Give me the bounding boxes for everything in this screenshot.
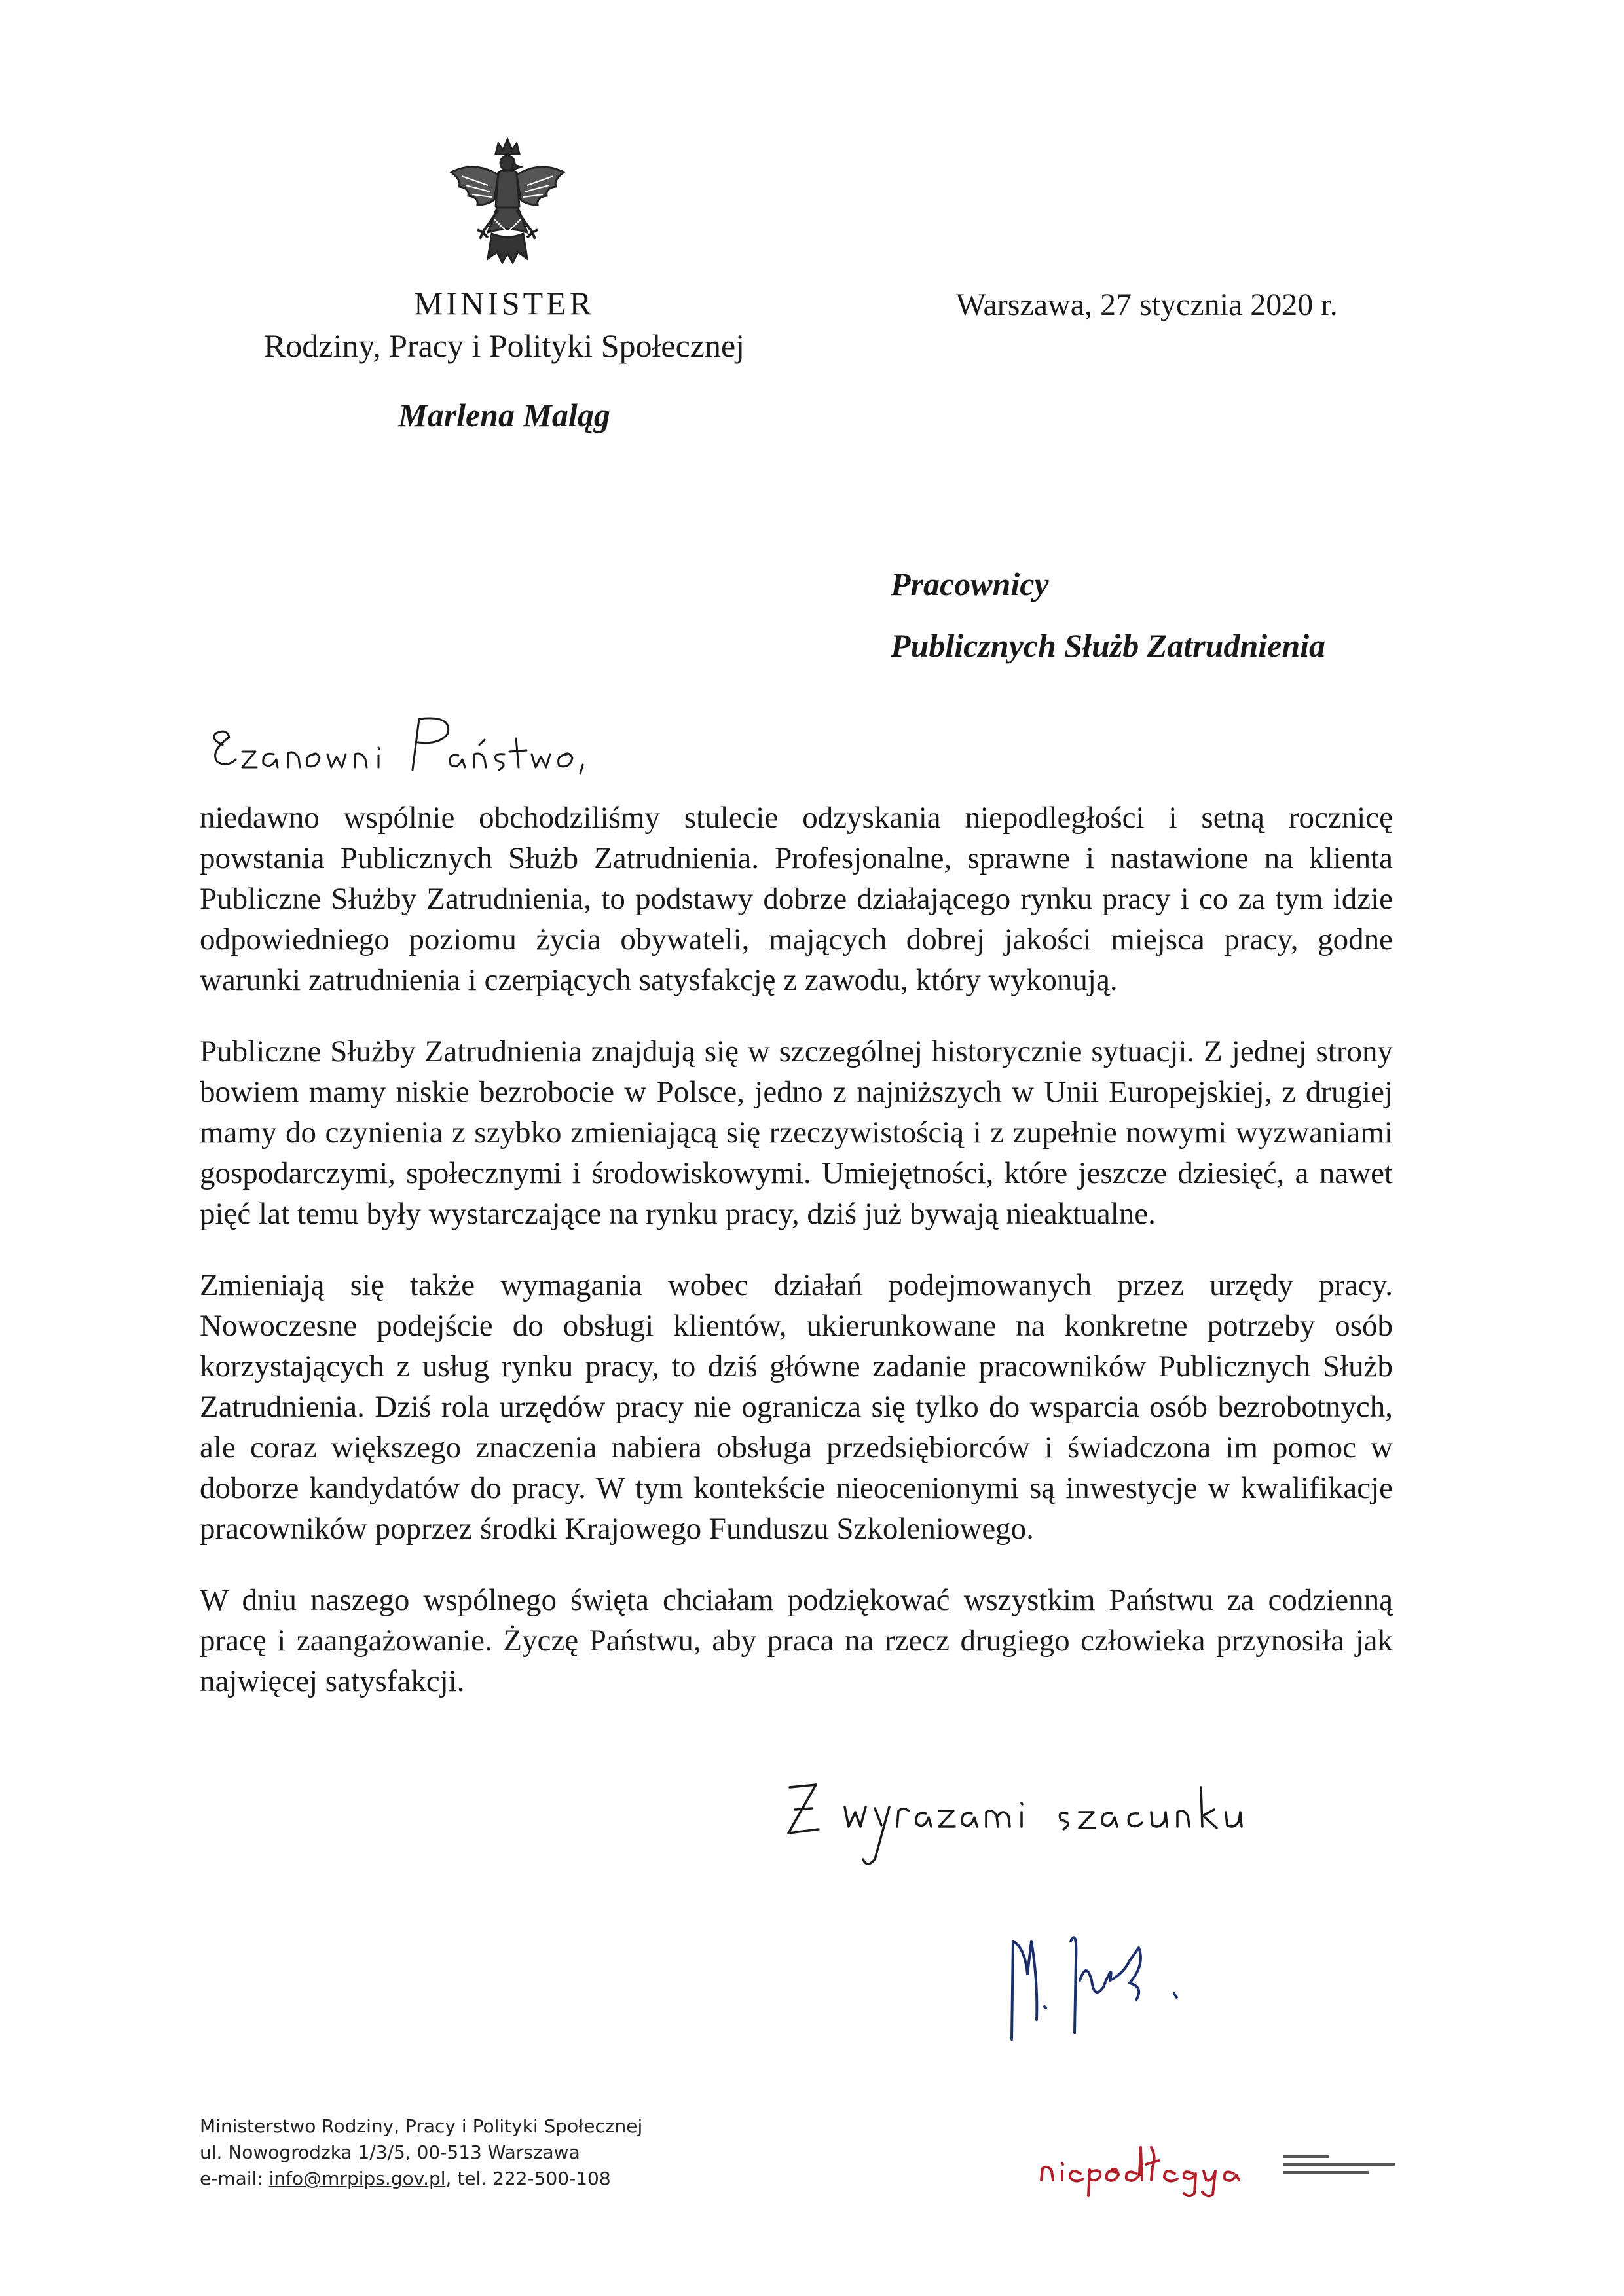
footer-email-label: e-mail: [200, 2168, 269, 2189]
recipient [891, 553, 1325, 676]
recipient-line-1: Pracownicy [891, 566, 1049, 602]
logo-small-text [1283, 2153, 1285, 2154]
handwritten-salutation [196, 699, 733, 784]
letter-date: Warszawa, 27 stycznia 2020 r. [956, 287, 1338, 322]
footer-ministry: Ministerstwo Rodziny, Pracy i Polityki Społecznej [200, 2115, 643, 2137]
handwritten-closing [779, 1761, 1297, 1876]
footer-email-link[interactable]: info@mrpips.gov.pl [268, 2168, 446, 2189]
letter-body [200, 797, 1393, 1732]
minister-person: Marlena Maląg [398, 397, 610, 433]
body-paragraph-1: niedawno wspólnie obchodziliśmy stulecie odzyskania niepodległości i setną rocznicę powstania Publicznych Służb Zatrudnienia. Profesjonalne, sprawne i nastawione na klienta Publiczne Służby Zatrudnienia, to podstawy dobrze działającego rynku pracy i co za tym idzie odpowiedniego poziomu życia obywateli, mających dobrej jakości miejsca pracy, godne warunki zatrudnienia i czerpiących satysfakcję z zawodu, który wykonują. [200, 801, 1393, 997]
body-paragraph-3: Zmieniają się także wymagania wobec działań podejmowanych przez urzędy pracy. Nowoczesne podejście do obsługi klientów, ukierunkowane na konkretne potrzeby osób korzystających z usług rynku pracy, to dziś główne zadanie pracowników Publicznych Służb Zatrudnienia. Dziś rola urzędów pracy nie ogranicza się tylko do wsparcia osób bezrobotnych, ale coraz większego znaczenia nabiera obsługa przedsiębiorców i świadczona im pomoc w doborze kandydatów do pracy. W tym kontekście nieocenionymi są inwestycje w kwalifikacje pracowników poprzez środki Krajowego Funduszu Szkoleniowego. [200, 1268, 1393, 1546]
minister-title: MINISTER [413, 285, 595, 321]
body-paragraph-2: Publiczne Służby Zatrudnienia znajdują się w szczególnej historycznie sytuacji. Z jednej strony bowiem mamy niskie bezrobocie w Polsce, jedno z najniższych w Unii Europejskiej, z drugiej mamy do czynienia z szybko zmieniającą się rzeczywistością i z zupełnie nowymi wyzwaniami gospodarczymi, społecznymi i środowiskowymi. Umiejętności, które jeszcze dziesięć, a nawet pięć lat temu były wystarczające na rynku pracy, dziś już bywają nieaktualne. [200, 1034, 1393, 1231]
recipient-line-2: Publicznych Służb Zatrudnienia [891, 627, 1326, 664]
letterhead [177, 282, 832, 436]
footer-contact [200, 2113, 642, 2192]
ministry-name: Rodziny, Pracy i Polityki Społecznej [263, 327, 745, 364]
polish-eagle-emblem-icon [442, 134, 573, 268]
footer-contact-line [200, 2166, 642, 2192]
body-paragraph-4: W dniu naszego wspólnego święta chciałam podziękować wszystkim Państwu za codzienną pracę i zaangażowanie. Życzę Państwu, aby praca na rzecz drugiego człowieka przynosiła jak najwięcej satysfakcji. [200, 1583, 1393, 1698]
footer-phone: , tel. 222-500-108 [445, 2168, 611, 2189]
niepodlegla-logo [1035, 2128, 1408, 2200]
footer-address: ul. Nowogrodzka 1/3/5, 00-513 Warszawa [200, 2141, 580, 2163]
handwritten-signature [999, 1902, 1215, 2052]
